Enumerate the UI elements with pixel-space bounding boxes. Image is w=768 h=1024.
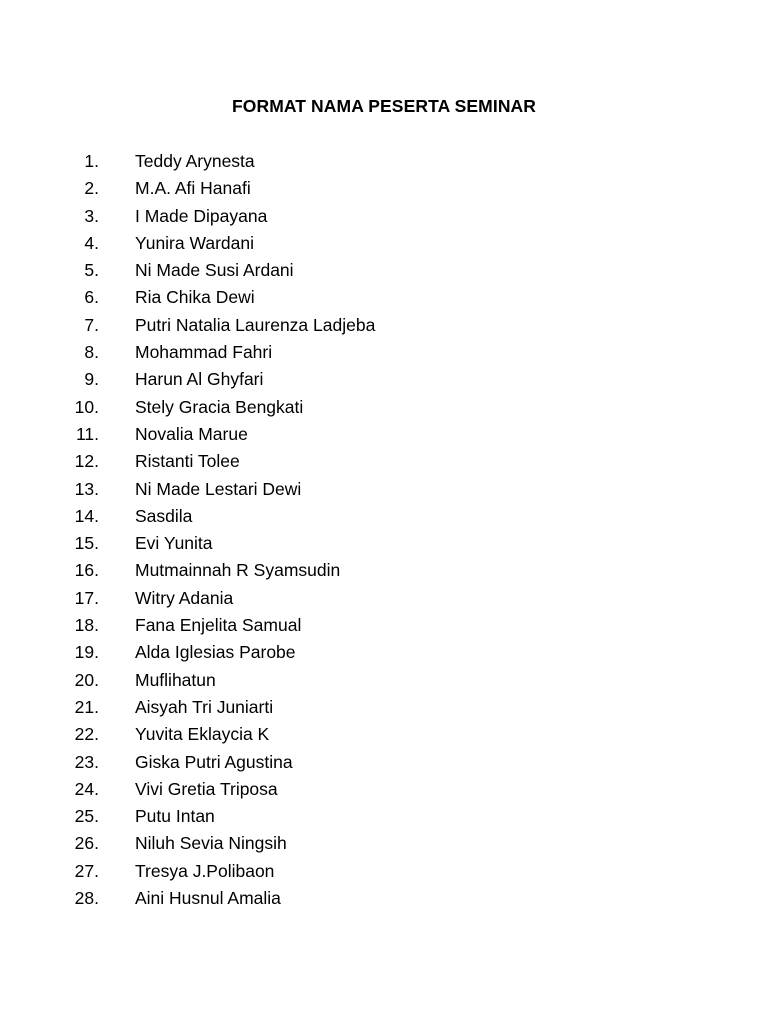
- participant-row: [0, 176, 768, 203]
- participant-number: 18.: [74, 615, 99, 636]
- participant-name: Aisyah Tri Juniarti: [135, 696, 274, 717]
- participant-name: Novalia Marue: [135, 423, 248, 444]
- participant-number: 5.: [84, 260, 99, 281]
- participant-name: Muflihatun: [135, 669, 216, 690]
- participant-row: [0, 367, 768, 394]
- participant-number: 15.: [74, 533, 99, 554]
- participant-row: [0, 695, 768, 722]
- participant-name: Sasdila: [135, 505, 193, 526]
- participant-name: Giska Putri Agustina: [135, 751, 293, 772]
- participant-number: 14.: [74, 505, 99, 526]
- participant-number: 24.: [74, 778, 99, 799]
- participant-name: Ristanti Tolee: [135, 451, 240, 472]
- participant-row: [0, 831, 768, 858]
- participant-row: [0, 449, 768, 476]
- participant-name: Vivi Gretia Triposa: [135, 778, 278, 799]
- participant-row: [0, 504, 768, 531]
- participant-row: [0, 777, 768, 804]
- participant-row: [0, 477, 768, 504]
- participant-name: Harun Al Ghyfari: [135, 369, 264, 390]
- participant-number: 20.: [74, 669, 99, 690]
- participant-row: [0, 804, 768, 831]
- participant-name: Tresya J.Polibaon: [135, 860, 275, 881]
- participant-name: Teddy Arynesta: [135, 151, 255, 171]
- participant-row: [0, 613, 768, 640]
- participant-list: [0, 149, 768, 913]
- participant-row: [0, 285, 768, 312]
- participant-name: I Made Dipayana: [135, 205, 268, 226]
- participant-number: 26.: [74, 833, 99, 854]
- participant-number: 7.: [84, 314, 99, 335]
- participant-number: 6.: [84, 287, 99, 308]
- participant-name: Alda Iglesias Parobe: [135, 642, 296, 663]
- participant-row: [0, 204, 768, 231]
- participant-row: [0, 395, 768, 422]
- participant-number: 27.: [74, 860, 99, 881]
- participant-number: 25.: [74, 806, 99, 827]
- participant-number: 13.: [74, 478, 99, 499]
- participant-row: [0, 340, 768, 367]
- participant-name: Mutmainnah R Syamsudin: [135, 560, 341, 581]
- participant-number: 8.: [84, 342, 99, 363]
- participant-number: 9.: [84, 369, 99, 390]
- participant-name: Putu Intan: [135, 806, 215, 827]
- participant-name: Ria Chika Dewi: [135, 287, 255, 308]
- participant-row: [0, 531, 768, 558]
- participant-name: Yuvita Eklaycia K: [135, 724, 270, 745]
- participant-row: [0, 722, 768, 749]
- participant-row: [0, 668, 768, 695]
- participant-number: 11.: [75, 423, 99, 444]
- participant-name: Fana Enjelita Samual: [135, 615, 302, 636]
- participant-row: [0, 422, 768, 449]
- document-title: FORMAT NAMA PESERTA SEMINAR: [231, 96, 537, 116]
- participant-row: [0, 886, 768, 913]
- participant-name: Mohammad Fahri: [135, 342, 273, 363]
- participant-row: [0, 149, 768, 176]
- participant-number: 17.: [74, 587, 99, 608]
- participant-name: Aini Husnul Amalia: [135, 888, 281, 909]
- participant-number: 21.: [74, 696, 99, 717]
- participant-row: [0, 640, 768, 667]
- participant-name: Evi Yunita: [135, 533, 213, 554]
- participant-row: [0, 750, 768, 777]
- participant-row: [0, 231, 768, 258]
- participant-number: 10.: [74, 396, 99, 417]
- participant-number: 19.: [74, 642, 99, 663]
- participant-name: Witry Adania: [135, 587, 234, 608]
- participant-number: 28.: [74, 888, 99, 909]
- participant-name: M.A. Afi Hanafi: [135, 178, 251, 199]
- participant-name: Putri Natalia Laurenza Ladjeba: [135, 314, 376, 335]
- participant-row: [0, 586, 768, 613]
- participant-number: 16.: [74, 560, 99, 581]
- participant-number: 1.: [84, 151, 99, 171]
- participant-name: Ni Made Susi Ardani: [135, 260, 294, 281]
- participant-row: [0, 558, 768, 585]
- participant-name: Ni Made Lestari Dewi: [135, 478, 302, 499]
- participant-name: Niluh Sevia Ningsih: [135, 833, 287, 854]
- participant-number: 23.: [74, 751, 99, 772]
- participant-name: Stely Gracia Bengkati: [135, 396, 304, 417]
- participant-number: 4.: [84, 232, 99, 253]
- participant-name: Yunira Wardani: [135, 232, 254, 253]
- participant-row: [0, 859, 768, 886]
- participant-number: 2.: [84, 178, 99, 199]
- participant-row: [0, 313, 768, 340]
- participant-row: [0, 258, 768, 285]
- participant-number: 22.: [74, 724, 99, 745]
- participant-number: 3.: [84, 205, 99, 226]
- participant-number: 12.: [74, 451, 99, 472]
